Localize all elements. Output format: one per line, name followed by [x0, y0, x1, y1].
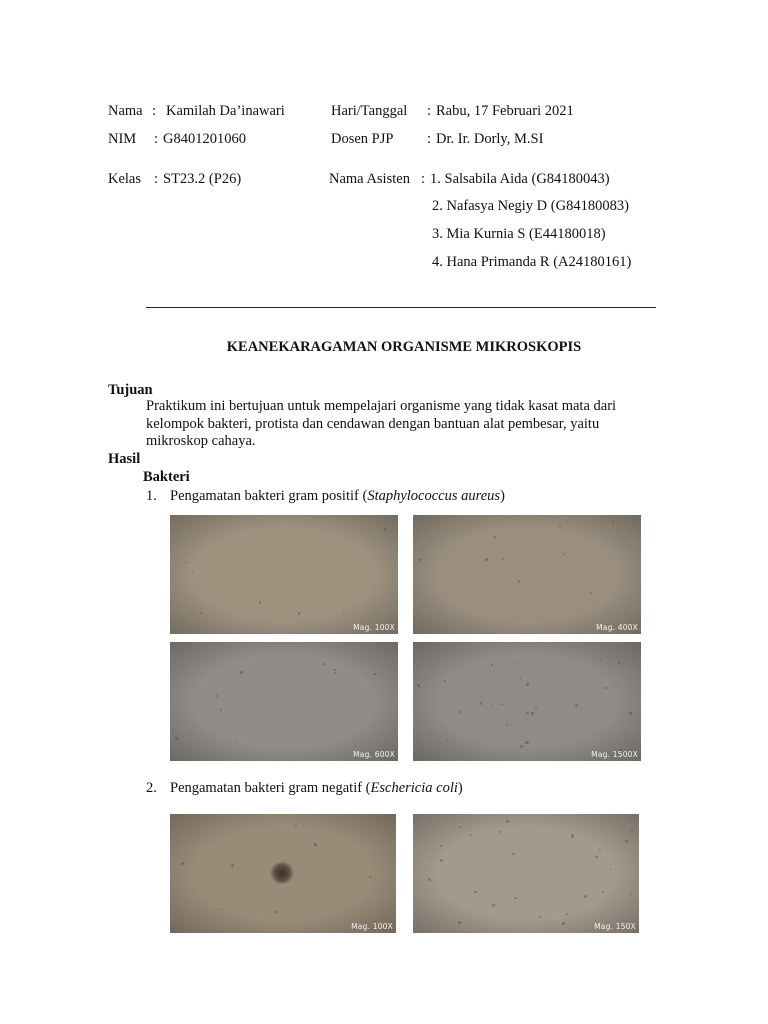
magnification-label: Mag. 100X — [351, 922, 393, 931]
speck — [295, 825, 297, 827]
speck — [185, 562, 187, 564]
speck — [466, 835, 467, 836]
speck — [506, 724, 508, 726]
speck — [616, 683, 617, 684]
speck — [369, 876, 370, 877]
speck — [234, 741, 235, 742]
magnification-label: Mag. 100X — [353, 623, 395, 632]
speck — [612, 521, 614, 523]
speck — [491, 705, 493, 707]
speck — [459, 826, 461, 828]
speck — [333, 592, 334, 593]
tujuan-paragraph — [146, 398, 646, 451]
item-2-label: Pengamatan bakteri gram negatif ( — [170, 780, 371, 796]
divider-rule — [146, 307, 656, 308]
kelas-label: Kelas — [108, 171, 142, 187]
asisten-item-4: 4. Hana Primanda R (A24180161) — [432, 254, 632, 270]
speck — [193, 570, 194, 571]
micrograph-staph-100x — [170, 515, 398, 634]
speck — [518, 580, 521, 583]
dosen-label: Dosen PJP — [331, 131, 394, 147]
speck — [374, 673, 376, 675]
speck — [562, 922, 565, 925]
speck — [485, 558, 487, 560]
nim-colon: : — [154, 131, 159, 147]
speck — [334, 669, 336, 671]
document-title: KEANEKARAGAMAN ORGANISME MIKROSKOPIS — [226, 339, 582, 355]
hari-label: Hari/Tanggal — [331, 103, 408, 119]
speck — [428, 878, 431, 881]
item-2-text — [170, 779, 463, 797]
item-2-close: ) — [457, 780, 463, 796]
speck — [563, 553, 565, 555]
speck — [444, 680, 446, 682]
speck — [526, 712, 529, 715]
asisten-label: Nama Asisten — [329, 171, 410, 187]
magnification-label: Mag. 1500X — [591, 750, 638, 759]
speck — [220, 709, 222, 711]
speck — [506, 820, 509, 823]
speck — [175, 737, 178, 740]
speck — [447, 740, 449, 742]
speck — [610, 868, 611, 869]
hari-colon: : — [427, 103, 432, 119]
dosen-colon: : — [427, 131, 432, 147]
tujuan-line-1: Praktikum ini bertujuan untuk mempelajari organisme yang tidak kasat mata dari — [146, 398, 617, 414]
speck — [440, 845, 442, 847]
nama-label: Nama — [108, 103, 143, 119]
speck — [492, 904, 495, 907]
speck — [539, 916, 541, 918]
speck — [595, 856, 597, 858]
tujuan-line-2: kelompok bakteri, protista dan cendawan dengan bantuan alat pembesar, yaitu — [146, 415, 600, 432]
speck — [323, 663, 325, 665]
speck — [559, 525, 561, 527]
speck — [517, 662, 519, 664]
kelas-value: ST23.2 (P26) — [163, 171, 242, 187]
asisten-colon: : — [421, 171, 426, 187]
micrograph-ecoli-100x — [170, 814, 396, 933]
tujuan-heading: Tujuan — [108, 382, 153, 398]
speck — [520, 745, 523, 748]
speck — [259, 601, 262, 604]
asisten-item-2: 2. Nafasya Negiy D (G84180083) — [432, 198, 629, 214]
speck — [549, 684, 550, 685]
speck — [298, 612, 301, 615]
speck — [526, 683, 529, 686]
speck — [491, 664, 492, 665]
speck — [531, 712, 533, 714]
speck — [494, 536, 496, 538]
hari-value: Rabu, 17 Februari 2021 — [436, 103, 574, 119]
bakteri-subheading: Bakteri — [143, 469, 190, 485]
item-2-species: Eschericia coli — [370, 780, 458, 796]
speck — [599, 849, 601, 851]
speck — [431, 858, 432, 859]
speck — [384, 528, 386, 530]
item-2-number: 2. — [146, 780, 157, 796]
speck — [216, 695, 218, 697]
speck — [440, 859, 443, 862]
speck — [231, 864, 234, 867]
speck — [566, 913, 569, 916]
nama-colon: : — [152, 103, 157, 119]
speck — [551, 700, 552, 701]
speck — [602, 891, 604, 893]
nama-value: Kamilah Da’inawari — [166, 103, 285, 119]
item-1-close: ) — [500, 488, 505, 504]
speck — [239, 694, 240, 695]
speck — [584, 895, 587, 898]
speck — [480, 702, 482, 704]
speck — [501, 704, 503, 706]
speck — [582, 846, 583, 847]
micrograph-staph-600x — [170, 642, 398, 761]
colony-blob — [270, 862, 294, 884]
speck — [474, 891, 477, 894]
speck — [470, 834, 472, 836]
speck — [419, 558, 422, 561]
magnification-label: Mag. 150X — [594, 922, 636, 931]
speck — [417, 684, 420, 687]
item-1-label: Pengamatan bakteri gram positif ( — [170, 488, 368, 504]
speck — [571, 834, 574, 837]
dosen-value: Dr. Ir. Dorly, M.SI — [436, 131, 544, 147]
speck — [459, 711, 461, 713]
speck — [535, 706, 537, 708]
asisten-item-3: 3. Mia Kurnia S (E44180018) — [432, 226, 606, 242]
speck — [340, 820, 341, 821]
kelas-colon: : — [154, 171, 159, 187]
item-1-text — [170, 487, 505, 505]
speck — [572, 851, 574, 853]
speck — [625, 840, 628, 843]
item-1-species: Staphylococcus aureus — [367, 488, 501, 504]
speck — [343, 611, 345, 613]
speck — [575, 704, 578, 707]
speck — [450, 692, 451, 693]
speck — [314, 843, 317, 846]
speck — [240, 671, 243, 674]
speck — [630, 894, 631, 895]
speck — [631, 830, 633, 832]
speck — [605, 687, 606, 688]
speck — [458, 921, 461, 924]
micrograph-staph-400x — [413, 515, 641, 634]
tujuan-line-3: mikroskop cahaya. — [146, 433, 256, 449]
speck — [590, 592, 592, 594]
nim-value: G8401201060 — [163, 131, 246, 147]
magnification-label: Mag. 600X — [353, 750, 395, 759]
speck — [502, 558, 504, 560]
micrograph-ecoli-150x — [413, 814, 639, 933]
speck — [595, 687, 597, 689]
speck — [334, 672, 336, 674]
speck — [499, 831, 501, 833]
speck — [564, 562, 565, 563]
speck — [200, 612, 202, 614]
hasil-heading: Hasil — [108, 451, 141, 467]
speck — [275, 911, 276, 912]
nim-label: NIM — [108, 131, 137, 147]
speck — [512, 853, 515, 856]
item-1-number: 1. — [146, 488, 157, 504]
speck — [234, 882, 235, 883]
speck — [193, 615, 194, 616]
speck — [520, 677, 521, 678]
speck — [525, 741, 528, 744]
speck — [600, 660, 602, 662]
magnification-label: Mag. 400X — [596, 623, 638, 632]
speck — [221, 909, 223, 911]
speck — [245, 550, 246, 551]
micrograph-staph-1500x — [413, 642, 641, 761]
speck — [181, 862, 184, 865]
asisten-item-1: 1. Salsabila Aida (G84180043) — [430, 171, 610, 187]
speck — [514, 897, 517, 900]
speck — [618, 662, 619, 663]
speck — [629, 712, 632, 715]
